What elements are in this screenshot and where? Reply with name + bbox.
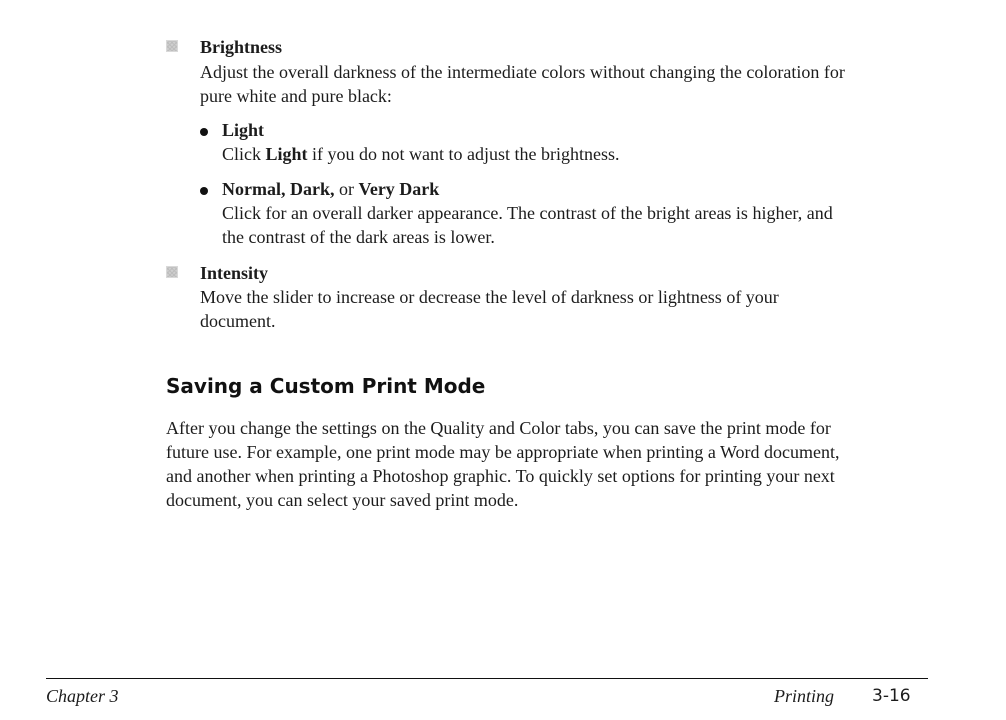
section-body-line: document, you can select your saved print mode.: [166, 490, 519, 510]
dark-desc-line1: Click for an overall darker appearance. The contrast of the bright areas is higher, and: [222, 203, 833, 223]
footer-section: Printing: [774, 686, 835, 706]
light-desc-bold: Light: [265, 144, 308, 164]
intensity-title: Intensity: [200, 263, 269, 283]
footer-chapter: Chapter 3: [46, 686, 119, 706]
section-heading: Saving a Custom Print Mode: [166, 374, 486, 398]
light-desc-prefix: Click: [222, 144, 266, 164]
bullet-square-icon: [166, 266, 178, 278]
light-title: Light: [222, 120, 265, 140]
section-body-line: and another when printing a Photoshop graphic. To quickly set options for printing your next: [166, 466, 835, 486]
bullet-dot-icon: [200, 128, 208, 136]
light-desc: [222, 142, 619, 166]
dark-title-b: Very Dark: [358, 179, 440, 199]
brightness-desc-line2: pure white and pure black:: [200, 86, 392, 106]
dark-desc-line2: the contrast of the dark areas is lower.: [222, 227, 495, 247]
brightness-title: Brightness: [200, 37, 283, 57]
dark-title-or: or: [334, 179, 359, 199]
bullet-dot-icon: [200, 187, 208, 195]
dark-title: [222, 177, 439, 201]
footer-rule: [46, 678, 928, 679]
section-body-line: future use. For example, one print mode may be appropriate when printing a Word document,: [166, 442, 840, 462]
bullet-square-icon: [166, 40, 178, 52]
dark-title-a: Normal, Dark,: [222, 179, 335, 199]
intensity-desc-line1: Move the slider to increase or decrease the level of darkness or lightness of your: [200, 287, 779, 307]
page-number: 3-16: [872, 686, 911, 706]
brightness-desc-line1: Adjust the overall darkness of the intermediate colors without changing the coloration for: [200, 62, 845, 82]
intensity-desc-line2: document.: [200, 311, 276, 331]
light-desc-rest: if you do not want to adjust the brightness.: [307, 144, 620, 164]
section-body-line: After you change the settings on the Quality and Color tabs, you can save the print mode for: [166, 418, 831, 438]
